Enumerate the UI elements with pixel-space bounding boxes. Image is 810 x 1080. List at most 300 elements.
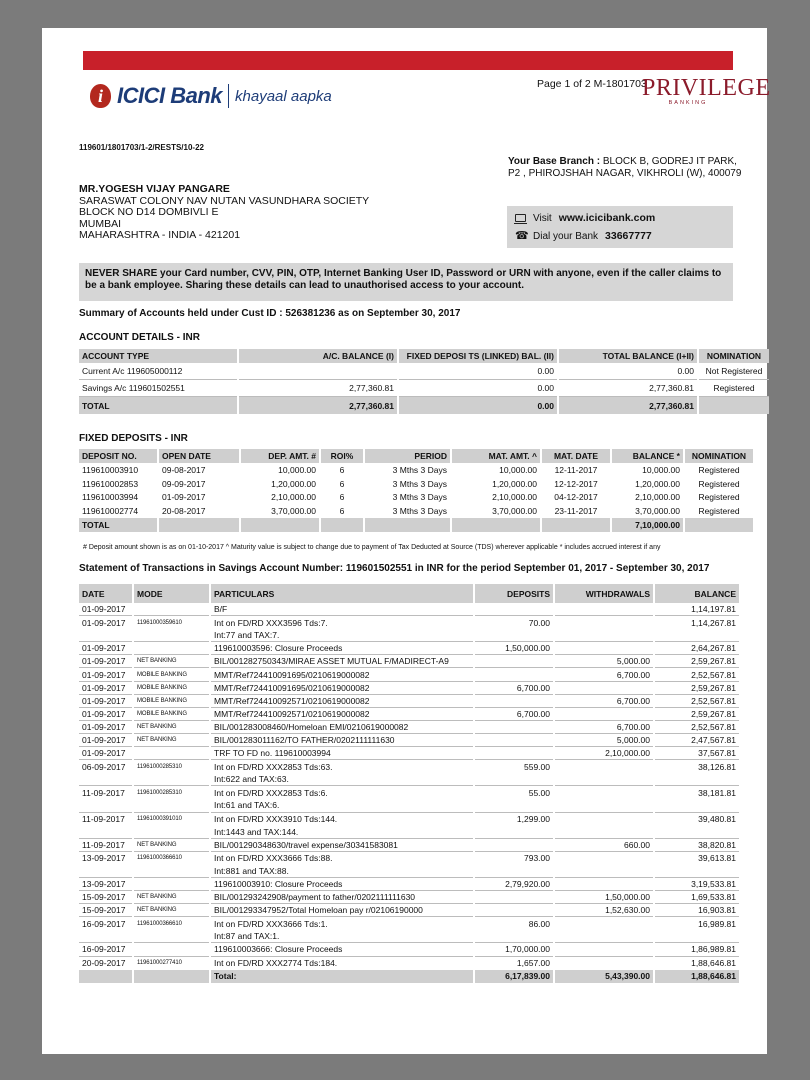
table-cell: [134, 943, 209, 956]
table-cell: [475, 839, 553, 852]
table-row: [79, 970, 739, 983]
table-cell: 0.00: [399, 397, 557, 414]
table-cell: 1,86,989.81: [655, 943, 739, 956]
table-cell: Not Registered: [699, 363, 769, 380]
table-cell: 119610003666: Closure Proceeds: [211, 943, 473, 956]
column-header: WITHDRAWALS: [555, 584, 653, 603]
table-cell: 20-08-2017: [162, 506, 206, 517]
table-header-row: [79, 449, 753, 463]
table-cell: 2,64,267.81: [655, 642, 739, 655]
table-row: [79, 865, 739, 878]
statement-reference: 119601/1801703/1-2/RESTS/10-22: [79, 143, 204, 152]
table-cell: [655, 930, 739, 943]
table-cell: 6: [339, 492, 345, 503]
website-link[interactable]: www.icicibank.com: [558, 212, 656, 224]
base-branch: [508, 156, 741, 180]
table-cell: 2,10,000.00: [635, 492, 680, 503]
table-cell: 1,52,630.00: [555, 904, 653, 917]
contact-box: [507, 206, 733, 248]
table-cell: [475, 629, 553, 642]
table-cell: [475, 747, 553, 760]
table-row: [79, 786, 739, 799]
table-cell: [475, 826, 553, 839]
table-row: [79, 878, 739, 891]
table-cell: [475, 891, 553, 904]
table-row: [79, 852, 739, 865]
table-cell: Registered: [698, 478, 740, 489]
table-cell: MMT/Ref724410092571/0210619000082: [211, 695, 473, 708]
statement-title: Statement of Transactions in Savings Account Number: 119601502551 in INR for the period September 01, 2017 - September 30, 2017: [79, 563, 710, 574]
table-row: [79, 682, 739, 695]
table-cell: 5,43,390.00: [555, 970, 653, 983]
table-cell: [475, 799, 553, 812]
table-cell: 1,14,267.81: [691, 617, 736, 628]
table-cell: [475, 655, 553, 668]
table-cell: [321, 518, 363, 532]
table-cell: 2,10,000.00: [555, 747, 653, 760]
table-cell: [555, 930, 653, 943]
table-cell: 13-09-2017: [82, 853, 126, 864]
table-cell: [475, 734, 553, 747]
table-cell: 793.00: [524, 853, 550, 864]
table-cell: 16,903.81: [655, 904, 739, 917]
table-cell: 06-09-2017: [82, 761, 126, 772]
table-cell: [134, 970, 209, 983]
table-cell: [475, 668, 553, 681]
table-cell: 1,20,000.00: [271, 478, 316, 489]
column-header: BALANCE *: [612, 449, 683, 463]
table-cell: 16-09-2017: [82, 918, 126, 929]
table-cell: 119610002853: [82, 478, 139, 489]
branch-line-1: BLOCK B, GODREJ IT PARK,: [602, 156, 737, 167]
table-cell: [241, 518, 319, 532]
table-header-row: [79, 349, 769, 363]
table-cell: 119610003596: Closure Proceeds: [211, 642, 473, 655]
table-cell: 1,88,646.81: [691, 958, 736, 969]
dial-label: Dial your Bank: [533, 230, 599, 242]
table-cell: [555, 917, 653, 930]
column-header: DEP. AMT. #: [241, 449, 319, 463]
transactions-body: [79, 603, 739, 983]
table-cell: [655, 773, 739, 786]
bank-phone-number: 33667777: [605, 230, 652, 242]
address-line: MUMBAI: [79, 217, 121, 230]
table-cell: 2,59,267.81: [655, 655, 739, 668]
table-row: [79, 957, 739, 970]
table-cell: [134, 629, 209, 642]
table-cell: [555, 865, 653, 878]
table-row: [79, 397, 769, 414]
table-cell: [475, 721, 553, 734]
table-cell: 3 Mths 3 Days: [392, 464, 447, 475]
table-cell: TRF TO FD no. 119610003994: [211, 747, 473, 760]
table-cell: 11961000285310: [137, 789, 182, 796]
table-cell: [555, 878, 653, 891]
table-cell: 2,52,567.81: [655, 721, 739, 734]
table-cell: 01-09-2017: [79, 642, 132, 655]
table-cell: 5,000.00: [555, 655, 653, 668]
table-cell: Int on FD/RD XXX3596 Tds:7.: [214, 617, 328, 628]
table-cell: 6: [339, 464, 345, 475]
table-cell: 5,000.00: [555, 734, 653, 747]
table-cell: [365, 518, 450, 532]
table-cell: BIL/001293347952/Total Homeloan pay r/02106190000: [211, 904, 473, 917]
table-cell: 1,299.00: [516, 814, 550, 825]
table-cell: 11961000359610: [137, 619, 182, 626]
visit-row: [515, 212, 655, 224]
table-cell: [475, 695, 553, 708]
table-row: [79, 721, 739, 734]
table-row: [79, 943, 739, 956]
table-cell: 3,19,533.81: [655, 878, 739, 891]
column-header: A/C. BALANCE (I): [239, 349, 397, 363]
table-cell: [79, 629, 132, 642]
column-header: OPEN DATE: [159, 449, 239, 463]
table-cell: [555, 957, 653, 970]
table-cell: NET BANKING: [134, 734, 209, 747]
column-header: MODE: [134, 584, 209, 603]
table-row: [79, 363, 769, 380]
table-cell: 1,69,533.81: [655, 891, 739, 904]
table-cell: [79, 826, 132, 839]
table-cell: [555, 773, 653, 786]
table-cell: Int:77 and TAX:7.: [211, 629, 473, 642]
table-cell: NET BANKING: [134, 655, 209, 668]
security-warning: NEVER SHARE your Card number, CVV, PIN, OTP, Internet Banking User ID, Password or URN with anyone, even if the caller claims to be a bank employee. Sharing these details can lead to unauthorised access to your account.: [79, 263, 733, 301]
table-cell: Int:881 and TAX:88.: [211, 865, 473, 878]
customer-name: MR.YOGESH VIJAY PANGARE: [79, 183, 230, 195]
table-cell: 11-09-2017: [82, 787, 125, 798]
table-cell: Int on FD/RD XXX3666 Tds:88.: [214, 853, 333, 864]
table-cell: Int:622 and TAX:63.: [211, 773, 473, 786]
table-cell: [699, 397, 769, 414]
table-row: [79, 518, 753, 532]
column-header: MAT. DATE: [542, 449, 610, 463]
bank-tagline: khayaal aapka: [235, 87, 332, 105]
table-cell: Int on FD/RD XXX3666 Tds:1.: [214, 918, 328, 929]
table-cell: 660.00: [555, 839, 653, 852]
table-cell: 119610003910: Closure Proceeds: [211, 878, 473, 891]
table-cell: 01-09-2017: [79, 708, 132, 721]
table-cell: 2,59,267.81: [655, 708, 739, 721]
table-cell: [134, 826, 209, 839]
table-cell: 3,70,000.00: [492, 506, 537, 517]
customer-address-block: [79, 184, 369, 242]
table-cell: [555, 682, 653, 695]
table-cell: MMT/Ref724410091695/0210619000082: [211, 682, 473, 695]
table-cell: 119610003910: [82, 464, 139, 475]
table-cell: 11961000391010: [137, 816, 182, 823]
table-cell: 0.00: [399, 363, 557, 380]
table-cell: 6,700.00: [475, 708, 553, 721]
table-cell: 11-09-2017: [82, 814, 125, 825]
column-header: BALANCE: [655, 584, 739, 603]
table-cell: [555, 760, 653, 773]
table-row: [79, 616, 739, 629]
table-cell: Registered: [699, 380, 769, 397]
table-cell: TOTAL: [79, 397, 237, 414]
column-header: DATE: [79, 584, 132, 603]
column-header: MAT. AMT. ^: [452, 449, 540, 463]
table-cell: 11961000366610: [137, 855, 182, 862]
table-cell: [79, 930, 132, 943]
column-header: NOMINATION: [685, 449, 753, 463]
table-cell: [134, 930, 209, 943]
privilege-logo-sub: BANKING: [668, 100, 708, 106]
table-cell: Current A/c 119605000112: [79, 363, 237, 380]
table-cell: 1,70,000.00: [475, 943, 553, 956]
table-cell: [555, 642, 653, 655]
table-row: [79, 747, 739, 760]
table-cell: 7,10,000.00: [612, 518, 683, 532]
address-line: BLOCK NO D14 DOMBIVLI E: [79, 206, 219, 218]
table-cell: Int on FD/RD XXX2774 Tds:184.: [214, 958, 338, 969]
table-row: [79, 695, 739, 708]
table-cell: BIL/001290348630/travel expense/30341583081: [211, 839, 473, 852]
table-cell: 559.00: [524, 761, 550, 772]
table-cell: 2,77,360.81: [559, 397, 697, 414]
table-cell: [555, 852, 653, 865]
column-header: DEPOSITS: [475, 584, 553, 603]
table-cell: MOBILE BANKING: [134, 668, 209, 681]
table-row: [79, 734, 739, 747]
table-cell: [555, 603, 653, 616]
table-row: [79, 799, 739, 812]
account-details-title: ACCOUNT DETAILS - INR: [79, 332, 200, 343]
table-row: [79, 826, 739, 839]
table-cell: 10,000.00: [642, 464, 680, 475]
page-info: Page 1 of 2 M-1801703: [537, 78, 647, 90]
table-row: [79, 629, 739, 642]
table-cell: 11961000366610: [137, 920, 182, 927]
table-cell: [79, 799, 132, 812]
branch-label: Your Base Branch :: [508, 156, 601, 167]
table-cell: [655, 865, 739, 878]
table-cell: MOBILE BANKING: [134, 708, 209, 721]
visit-label: Visit: [533, 212, 552, 224]
table-row: [79, 642, 739, 655]
table-cell: [79, 773, 132, 786]
table-cell: [555, 786, 653, 799]
table-cell: [555, 708, 653, 721]
table-cell: 2,77,360.81: [239, 380, 397, 397]
table-row: [79, 891, 739, 904]
table-cell: 01-09-2017: [79, 734, 132, 747]
table-cell: [555, 616, 653, 629]
summary-title: Summary of Accounts held under Cust ID : 526381236 as on September 30, 2017: [79, 308, 461, 319]
table-cell: 15-09-2017: [79, 891, 132, 904]
table-cell: 2,52,567.81: [655, 695, 739, 708]
table-cell: 01-09-2017: [79, 668, 132, 681]
table-cell: 2,52,567.81: [655, 668, 739, 681]
table-row: [79, 904, 739, 917]
table-cell: 11961000285310: [137, 763, 182, 770]
table-cell: [159, 518, 239, 532]
table-row: [79, 773, 739, 786]
table-cell: Int:87 and TAX:1.: [211, 930, 473, 943]
address-line: SARASWAT COLONY NAV NUTAN VASUNDHARA SOCIETY: [79, 194, 370, 207]
table-cell: 119610003994: [82, 492, 139, 503]
table-row: [79, 917, 739, 930]
computer-icon: [515, 214, 526, 222]
table-cell: 0.00: [399, 380, 557, 397]
table-cell: 1,20,000.00: [492, 478, 537, 489]
table-cell: [475, 773, 553, 786]
account-details-body: [79, 363, 769, 414]
table-cell: [655, 629, 739, 642]
table-cell: 3,70,000.00: [271, 506, 316, 517]
table-cell: 1,50,000.00: [555, 891, 653, 904]
table-cell: MOBILE BANKING: [134, 695, 209, 708]
table-cell: 1,50,000.00: [475, 642, 553, 655]
column-header: TOTAL BALANCE (I+II): [559, 349, 697, 363]
table-cell: 6: [339, 478, 345, 489]
table-cell: 6,700.00: [555, 721, 653, 734]
table-cell: 09-08-2017: [162, 464, 206, 475]
table-row: [79, 930, 739, 943]
table-cell: 16-09-2017: [79, 943, 132, 956]
table-cell: [134, 799, 209, 812]
table-cell: 01-09-2017: [79, 655, 132, 668]
logo-separator: [228, 84, 229, 108]
table-cell: [655, 826, 739, 839]
table-cell: 2,10,000.00: [271, 492, 316, 503]
table-cell: 11961000277410: [137, 960, 182, 967]
table-cell: 86.00: [528, 918, 550, 929]
table-row: [79, 839, 739, 852]
table-cell: 1,14,197.81: [655, 603, 739, 616]
table-cell: NET BANKING: [134, 904, 209, 917]
table-cell: 38,181.81: [698, 787, 736, 798]
table-cell: [134, 603, 209, 616]
table-cell: 20-09-2017: [82, 958, 126, 969]
table-cell: 37,567.81: [655, 747, 739, 760]
table-cell: [475, 603, 553, 616]
table-cell: [134, 642, 209, 655]
table-cell: 1,20,000.00: [635, 478, 680, 489]
table-cell: 01-09-2017: [82, 617, 126, 628]
address-line: MAHARASHTRA - INDIA - 421201: [79, 229, 241, 241]
table-cell: [685, 518, 753, 532]
column-header: PERIOD: [365, 449, 450, 463]
table-cell: 12-12-2017: [554, 478, 598, 489]
table-cell: 1,657.00: [516, 958, 550, 969]
table-cell: [239, 363, 397, 380]
table-cell: Registered: [698, 492, 740, 503]
fixed-deposits-table: [77, 449, 755, 532]
table-row: [79, 504, 753, 518]
statement-page: [42, 28, 771, 1054]
dial-row: [515, 230, 652, 242]
table-cell: 6,700.00: [555, 695, 653, 708]
table-cell: MOBILE BANKING: [134, 682, 209, 695]
column-header: DEPOSIT NO.: [79, 449, 157, 463]
table-cell: [79, 970, 132, 983]
table-cell: BIL/001293242908/payment to father/0202111111630: [211, 891, 473, 904]
table-cell: 0.00: [559, 363, 697, 380]
table-cell: [134, 878, 209, 891]
table-cell: 12-11-2017: [554, 464, 598, 475]
table-cell: 70.00: [528, 617, 550, 628]
table-cell: [555, 629, 653, 642]
table-cell: BIL/001283011162/TO FATHER/0202111111630: [211, 734, 473, 747]
table-cell: 13-09-2017: [79, 878, 132, 891]
fixed-deposits-body: [79, 463, 753, 532]
table-cell: 55.00: [528, 787, 550, 798]
table-cell: [655, 799, 739, 812]
table-row: [79, 477, 753, 491]
table-row: [79, 380, 769, 397]
table-cell: NET BANKING: [134, 891, 209, 904]
table-cell: 2,47,567.81: [655, 734, 739, 747]
table-row: [79, 463, 753, 477]
header-red-bar: [83, 51, 733, 70]
table-cell: 119610002774: [82, 506, 139, 517]
table-cell: 01-09-2017: [79, 682, 132, 695]
table-cell: 15-09-2017: [79, 904, 132, 917]
column-header: ACCOUNT TYPE: [79, 349, 237, 363]
table-cell: 2,77,360.81: [239, 397, 397, 414]
table-cell: 39,480.81: [698, 814, 736, 825]
table-cell: BIL/001282750343/MIRAE ASSET MUTUAL F/MADIRECT-A9: [211, 655, 473, 668]
icici-logo: [90, 81, 332, 111]
phone-icon: ☎: [515, 230, 529, 242]
column-header: PARTICULARS: [211, 584, 473, 603]
table-cell: 2,10,000.00: [492, 492, 537, 503]
table-row: [79, 668, 739, 681]
table-cell: 16,989.81: [698, 918, 736, 929]
table-cell: [475, 904, 553, 917]
table-row: [79, 655, 739, 668]
table-cell: 01-09-2017: [162, 492, 206, 503]
table-cell: Int on FD/RD XXX3910 Tds:144.: [214, 814, 338, 825]
table-cell: NET BANKING: [134, 721, 209, 734]
fixed-deposits-footnote: # Deposit amount shown is as on 01-10-2017 ^ Maturity value is subject to change due to payment of Tax Deducted at Source (TDS) wherever applicable * includes accrued interest if any: [83, 544, 661, 551]
table-cell: [555, 826, 653, 839]
transactions-table: [77, 584, 741, 983]
table-row: [79, 813, 739, 826]
column-header: NOMINATION: [699, 349, 769, 363]
table-cell: 01-09-2017: [79, 747, 132, 760]
table-cell: 23-11-2017: [554, 506, 598, 517]
table-cell: 11-09-2017: [79, 839, 132, 852]
table-row: [79, 603, 739, 616]
table-cell: 6: [339, 506, 345, 517]
table-cell: BIL/001283008460/Homeloan EMI/0210619000082: [211, 721, 473, 734]
table-cell: Savings A/c 119601502551: [79, 380, 237, 397]
table-cell: [542, 518, 610, 532]
table-cell: 2,79,920.00: [475, 878, 553, 891]
privilege-logo-text: PRIVILEGE: [642, 75, 771, 101]
table-cell: 3,70,000.00: [635, 506, 680, 517]
table-cell: [134, 773, 209, 786]
branch-line-2: P2 , PHIROJSHAH NAGAR, VIKHROLI (W), 400079: [508, 168, 742, 179]
privilege-banking-logo: [642, 75, 771, 106]
table-cell: 10,000.00: [278, 464, 316, 475]
table-cell: 01-09-2017: [79, 695, 132, 708]
table-cell: MMT/Ref724410092571/0210619000082: [211, 708, 473, 721]
table-cell: 3 Mths 3 Days: [392, 492, 447, 503]
table-cell: 2,59,267.81: [655, 682, 739, 695]
table-cell: Int on FD/RD XXX2853 Tds:6.: [214, 787, 328, 798]
table-cell: Total:: [211, 970, 473, 983]
table-cell: [475, 930, 553, 943]
table-cell: 3 Mths 3 Days: [392, 506, 447, 517]
table-cell: 09-09-2017: [162, 478, 206, 489]
fixed-deposits-title: FIXED DEPOSITS - INR: [79, 433, 188, 444]
table-cell: [555, 813, 653, 826]
table-cell: 1,88,646.81: [655, 970, 739, 983]
